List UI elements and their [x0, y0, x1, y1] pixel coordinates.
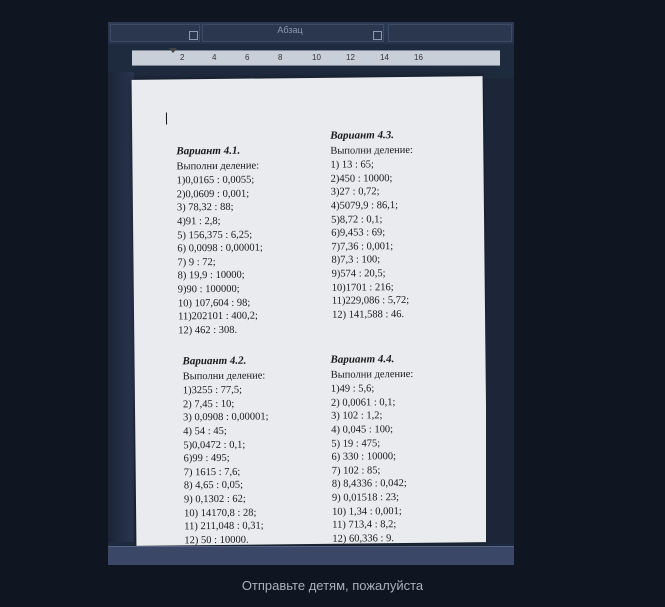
- variant-4-4: [330, 353, 415, 546]
- horizontal-ruler[interactable]: [132, 50, 500, 66]
- task-item: 12) 50 : 10000.: [184, 534, 249, 547]
- paragraph-group-label: Абзац: [277, 25, 303, 35]
- photo-attachment[interactable]: [108, 22, 514, 565]
- ruler-number: 14: [380, 53, 389, 62]
- variant-title: Вариант 4.2.: [182, 354, 247, 368]
- task-item: 1) 13 : 65;: [330, 159, 375, 171]
- variant-4-1: [176, 144, 263, 337]
- task-item: 12) 462 : 308.: [178, 324, 238, 337]
- task-item: 4)91 : 2,8;: [177, 215, 221, 228]
- task-item: 11) 713,4 : 8,2;: [332, 519, 397, 531]
- task-item: 2)450 : 10000;: [330, 172, 393, 185]
- task-item: 10) 1,34 : 0,001;: [332, 505, 402, 518]
- task-item: 6) 0,0098 : 0,00001;: [177, 242, 263, 255]
- variant-instruction: Выполни деление:: [176, 160, 260, 172]
- task-item: 10) 14170,8 : 28;: [184, 507, 257, 519]
- left-margin-area: [108, 72, 134, 542]
- task-item: 9) 0,1302 : 62;: [183, 493, 246, 506]
- task-item: 4) 54 : 45;: [183, 425, 227, 438]
- status-bar: [108, 546, 514, 565]
- task-item: 11)229,086 : 5,72;: [331, 295, 410, 307]
- task-item: 3) 78,32 : 88;: [176, 202, 234, 214]
- task-item: 8) 19,9 : 10000;: [177, 270, 245, 282]
- task-item: 7) 102 : 85;: [331, 465, 381, 477]
- task-item: 1)3255 : 77,5;: [182, 384, 243, 397]
- task-item: 3) 102 : 1,2;: [331, 410, 383, 423]
- task-item: 3)27 : 0,72;: [330, 186, 380, 199]
- task-item: 5)8,72 : 0,1;: [330, 213, 383, 226]
- message-caption: Отправьте детям, пожалуйста: [241, 578, 424, 593]
- task-item: 2) 0,0061 : 0,1;: [330, 396, 396, 409]
- variant-instruction: Выполни деление:: [330, 368, 414, 381]
- variant-instruction: Выполни деление:: [182, 370, 266, 382]
- task-item: 4)5079,9 : 86,1;: [330, 200, 399, 212]
- ribbon-group-right: [388, 24, 512, 42]
- variant-title: Вариант 4.3.: [330, 129, 395, 142]
- task-item: 12) 60,336 : 9.: [332, 532, 394, 545]
- ruler-number: 12: [346, 53, 355, 62]
- variant-title: Вариант 4.1.: [176, 144, 241, 158]
- task-item: 1)49 : 5,6;: [330, 383, 375, 395]
- task-item: 6)99 : 495;: [183, 453, 230, 465]
- task-item: 5) 19 : 475;: [331, 437, 381, 450]
- paragraph-launcher-icon[interactable]: [373, 31, 382, 40]
- task-item: 2)0,0609 : 0,001;: [176, 188, 250, 201]
- ruler-number: 16: [414, 53, 423, 62]
- task-item: 5)0,0472 : 0,1;: [183, 439, 246, 451]
- ruler-number: 2: [180, 53, 185, 62]
- ruler-number: 8: [278, 53, 283, 62]
- task-item: 8)7,3 : 100;: [331, 254, 381, 267]
- task-item: 7) 9 : 72;: [177, 256, 216, 269]
- task-item: 1)0,0165 : 0,0055;: [176, 174, 255, 187]
- task-item: 5) 156,375 : 6,25;: [177, 229, 253, 241]
- task-item: 3) 0,0908 : 0,00001;: [183, 411, 269, 424]
- task-item: 11) 211,048 : 0,31;: [184, 520, 264, 533]
- task-item: 10)1701 : 216;: [331, 281, 394, 294]
- word-ribbon: [108, 22, 514, 44]
- variant-4-3: [330, 129, 415, 322]
- task-item: 7) 1615 : 7,6;: [183, 466, 241, 479]
- ruler-number: 10: [312, 53, 321, 62]
- task-item: 2) 7,45 : 10;: [182, 398, 235, 411]
- document-page[interactable]: [132, 76, 488, 546]
- task-item: 9)90 : 100000;: [177, 283, 240, 296]
- task-item: 11)202101 : 400,2;: [177, 310, 258, 323]
- task-item: 8) 4,65 : 0,05;: [183, 480, 244, 492]
- task-item: 9) 0,01518 : 23;: [331, 492, 400, 504]
- right-margin-area: [486, 78, 514, 544]
- task-item: 10) 107,604 : 98;: [177, 297, 251, 309]
- task-item: 6) 330 : 10000;: [331, 451, 397, 463]
- task-item: 4) 0,045 : 100;: [331, 424, 394, 436]
- task-item: 9)574 : 20,5;: [331, 268, 386, 280]
- task-item: 8) 8,4336 : 0,042;: [331, 478, 407, 491]
- text-cursor: [166, 112, 167, 124]
- indent-marker-icon[interactable]: [169, 48, 177, 53]
- task-item: 6)9,453 : 69;: [331, 227, 386, 239]
- ruler-number: 4: [212, 53, 217, 62]
- ruler-number: 6: [245, 53, 250, 62]
- ribbon-group-left: [110, 24, 200, 42]
- variant-instruction: Выполни деление:: [330, 144, 414, 157]
- dialog-launcher-icon[interactable]: [189, 31, 198, 40]
- variant-4-2: [182, 354, 269, 547]
- task-item: 12) 141,588 : 46.: [331, 308, 405, 321]
- task-item: 7)7,36 : 0,001;: [331, 240, 394, 253]
- variant-title: Вариант 4.4.: [330, 353, 395, 366]
